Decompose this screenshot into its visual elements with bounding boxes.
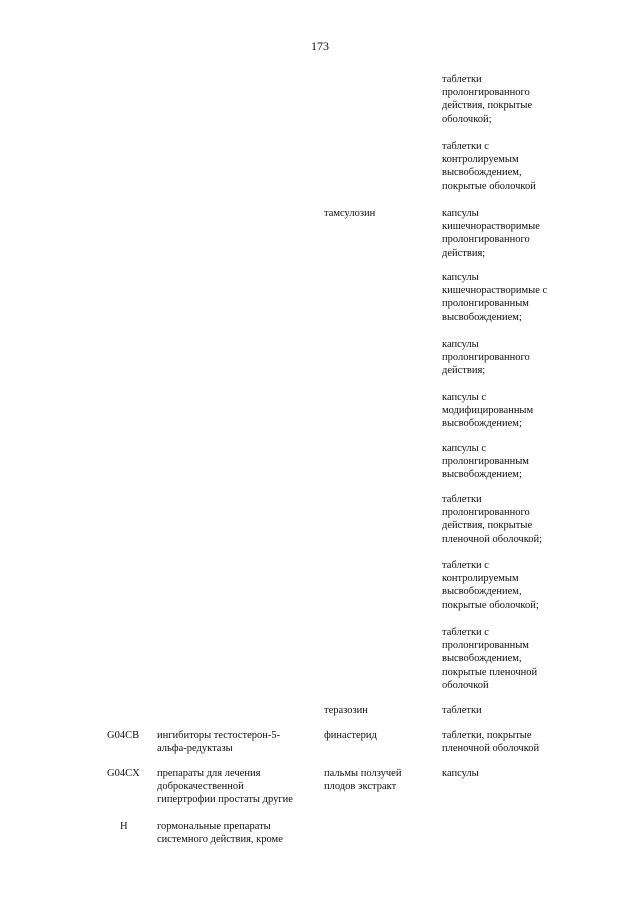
- page-number: 173: [311, 39, 329, 53]
- drug-name-terazosin: теразозин: [324, 705, 368, 716]
- dosage-form: капсулы кишечнорастворимые пролонгированного действия;: [442, 208, 540, 259]
- dosage-form: капсулы кишечнорастворимые с пролонгированным высвобождением;: [442, 272, 548, 323]
- dosage-form: таблетки с контролируемым высвобождением, покрытые оболочкой: [442, 141, 536, 192]
- dosage-form: капсулы: [442, 768, 479, 779]
- dosage-form: таблетки, покрытые пленочной оболочкой: [442, 730, 540, 755]
- dosage-form: капсулы с пролонгированным высвобождением;: [442, 443, 529, 481]
- atc-code: G04CX: [107, 768, 140, 779]
- atc-code: H: [120, 821, 128, 832]
- atc-code: G04CB: [107, 730, 140, 741]
- dosage-form: таблетки пролонгированного действия, покрытые оболочкой;: [442, 74, 533, 125]
- dosage-form: таблетки с контролируемым высвобождением, покрытые оболочкой;: [442, 560, 539, 611]
- drug-name-tamsulosin: тамсулозин: [324, 208, 376, 219]
- atc-group: препараты для лечения доброкачественной гипертрофии простаты другие: [157, 768, 293, 806]
- atc-group: ингибиторы тестостерон-5- альфа-редуктазы: [157, 730, 281, 755]
- dosage-form: капсулы пролонгированного действия;: [442, 339, 530, 377]
- drug-name: финастерид: [324, 730, 377, 741]
- dosage-form: таблетки пролонгированного действия, покрытые пленочной оболочкой;: [442, 494, 543, 545]
- dosage-form: таблетки с пролонгированным высвобождением, покрытые пленочной оболочкой: [442, 627, 538, 691]
- dosage-form: таблетки: [442, 705, 482, 716]
- dosage-form: капсулы с модифицированным высвобождением;: [442, 392, 534, 430]
- atc-group: гормональные препараты системного действия, кроме: [157, 821, 283, 846]
- drug-name: пальмы ползучей плодов экстракт: [324, 768, 402, 793]
